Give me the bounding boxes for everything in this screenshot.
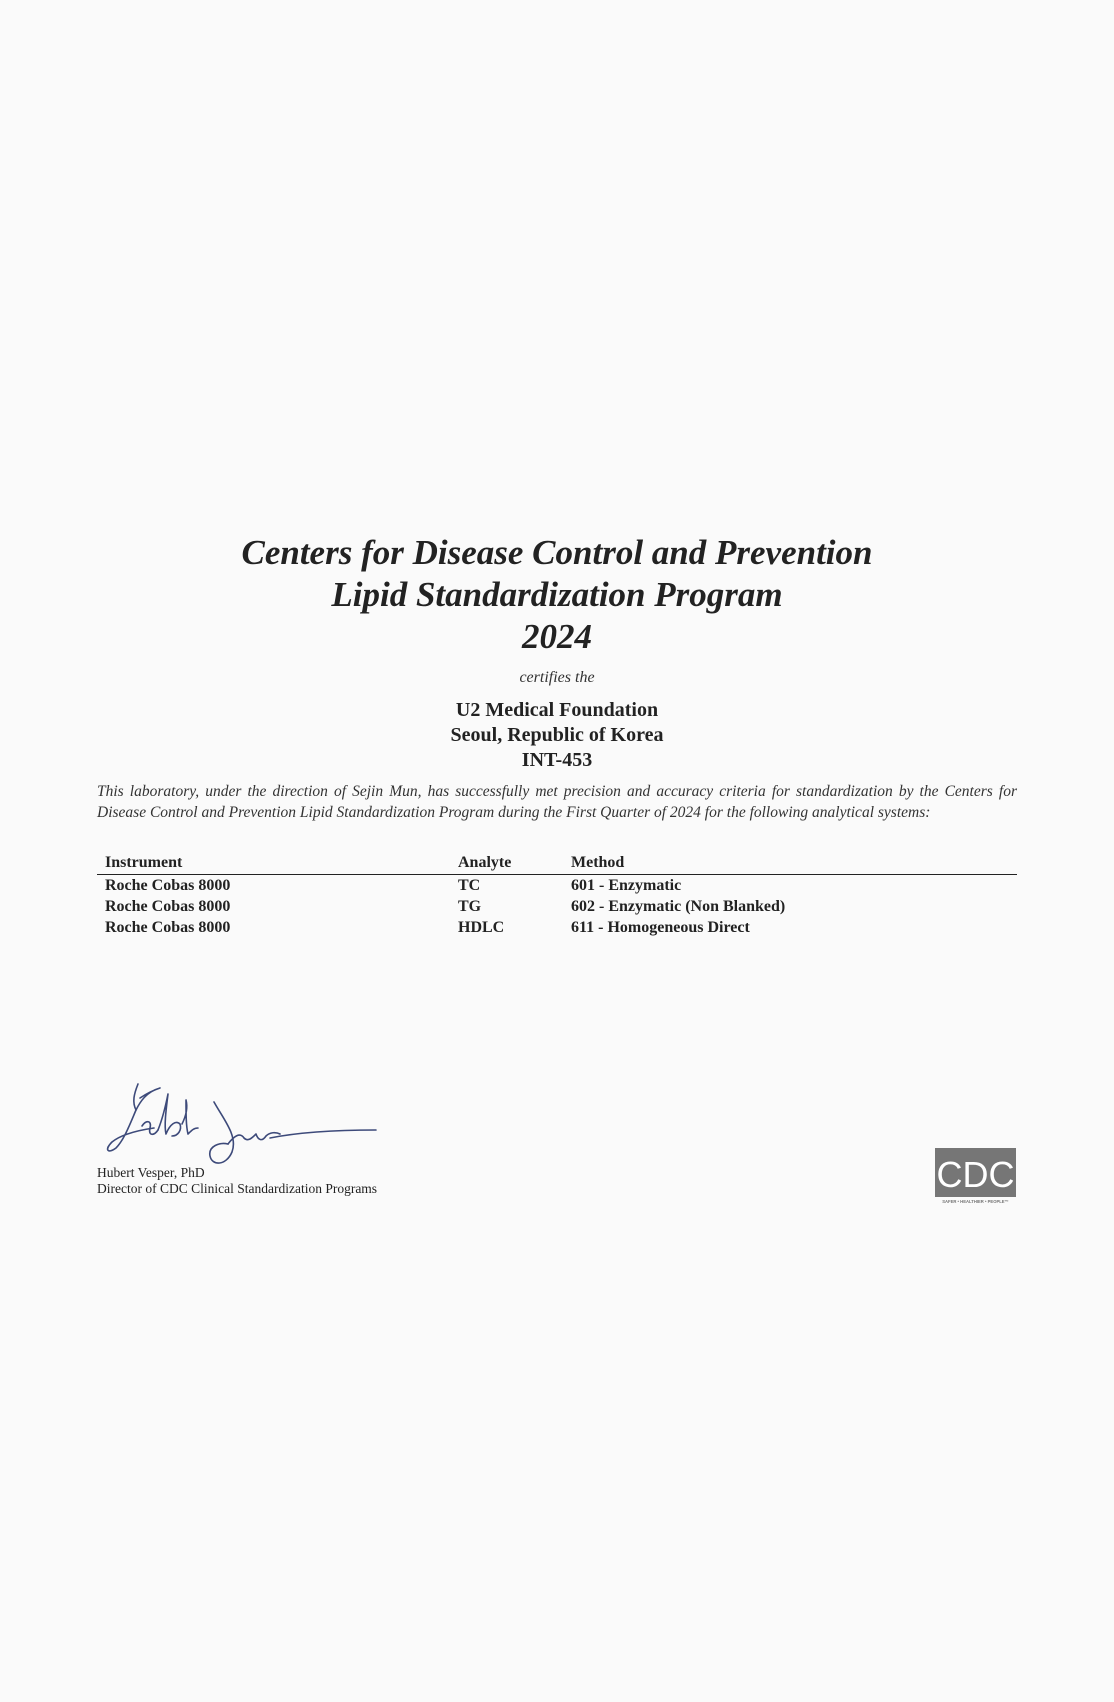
laboratory-name: U2 Medical Foundation (455, 699, 659, 721)
svg-text:CDC: CDC (936, 1154, 1015, 1195)
certificate-title-line-2: Lipid Standardization Program (331, 575, 783, 614)
laboratory-location: Seoul, Republic of Korea (450, 724, 664, 746)
table-header-row (97, 852, 1017, 875)
table-row (97, 896, 1017, 917)
cell-instrument: Roche Cobas 8000 (105, 919, 231, 936)
cell-analyte: TG (458, 898, 482, 915)
cdc-logo-icon (935, 1148, 1016, 1204)
signer-title: Director of CDC Clinical Standardization Programs (97, 1181, 378, 1196)
cell-analyte: HDLC (458, 919, 505, 936)
header-analyte: Analyte (458, 854, 512, 871)
signature-image (100, 1080, 380, 1170)
header-method: Method (571, 854, 625, 871)
certificate-title-line-1: Centers for Disease Control and Prevention (241, 533, 873, 572)
cell-method: 611 - Homogeneous Direct (571, 919, 750, 936)
signer-name: Hubert Vesper, PhD (97, 1165, 205, 1180)
table-row (97, 917, 1017, 938)
header-instrument: Instrument (105, 854, 183, 871)
cell-analyte: TC (458, 877, 481, 894)
svg-text:SAFER • HEALTHIER • PEOPLE™: SAFER • HEALTHIER • PEOPLE™ (942, 1199, 1009, 1204)
cell-instrument: Roche Cobas 8000 (105, 877, 231, 894)
certifies-text: certifies the (519, 669, 595, 686)
cell-method: 601 - Enzymatic (571, 877, 682, 894)
certification-statement: This laboratory, under the direction of Sejin Mun, has successfully met precision and accuracy criteria for standardization by the Centers for Disease Control and Prevention Lipid Standardization Program during the First Quarter of 2024 for the following analytical systems: (97, 783, 1017, 821)
analytical-systems-table (97, 852, 1017, 938)
laboratory-id: INT-453 (521, 749, 593, 771)
cell-instrument: Roche Cobas 8000 (105, 898, 231, 915)
table-row (97, 875, 1017, 896)
certificate-year: 2024 (522, 617, 592, 656)
cell-method: 602 - Enzymatic (Non Blanked) (571, 898, 786, 915)
